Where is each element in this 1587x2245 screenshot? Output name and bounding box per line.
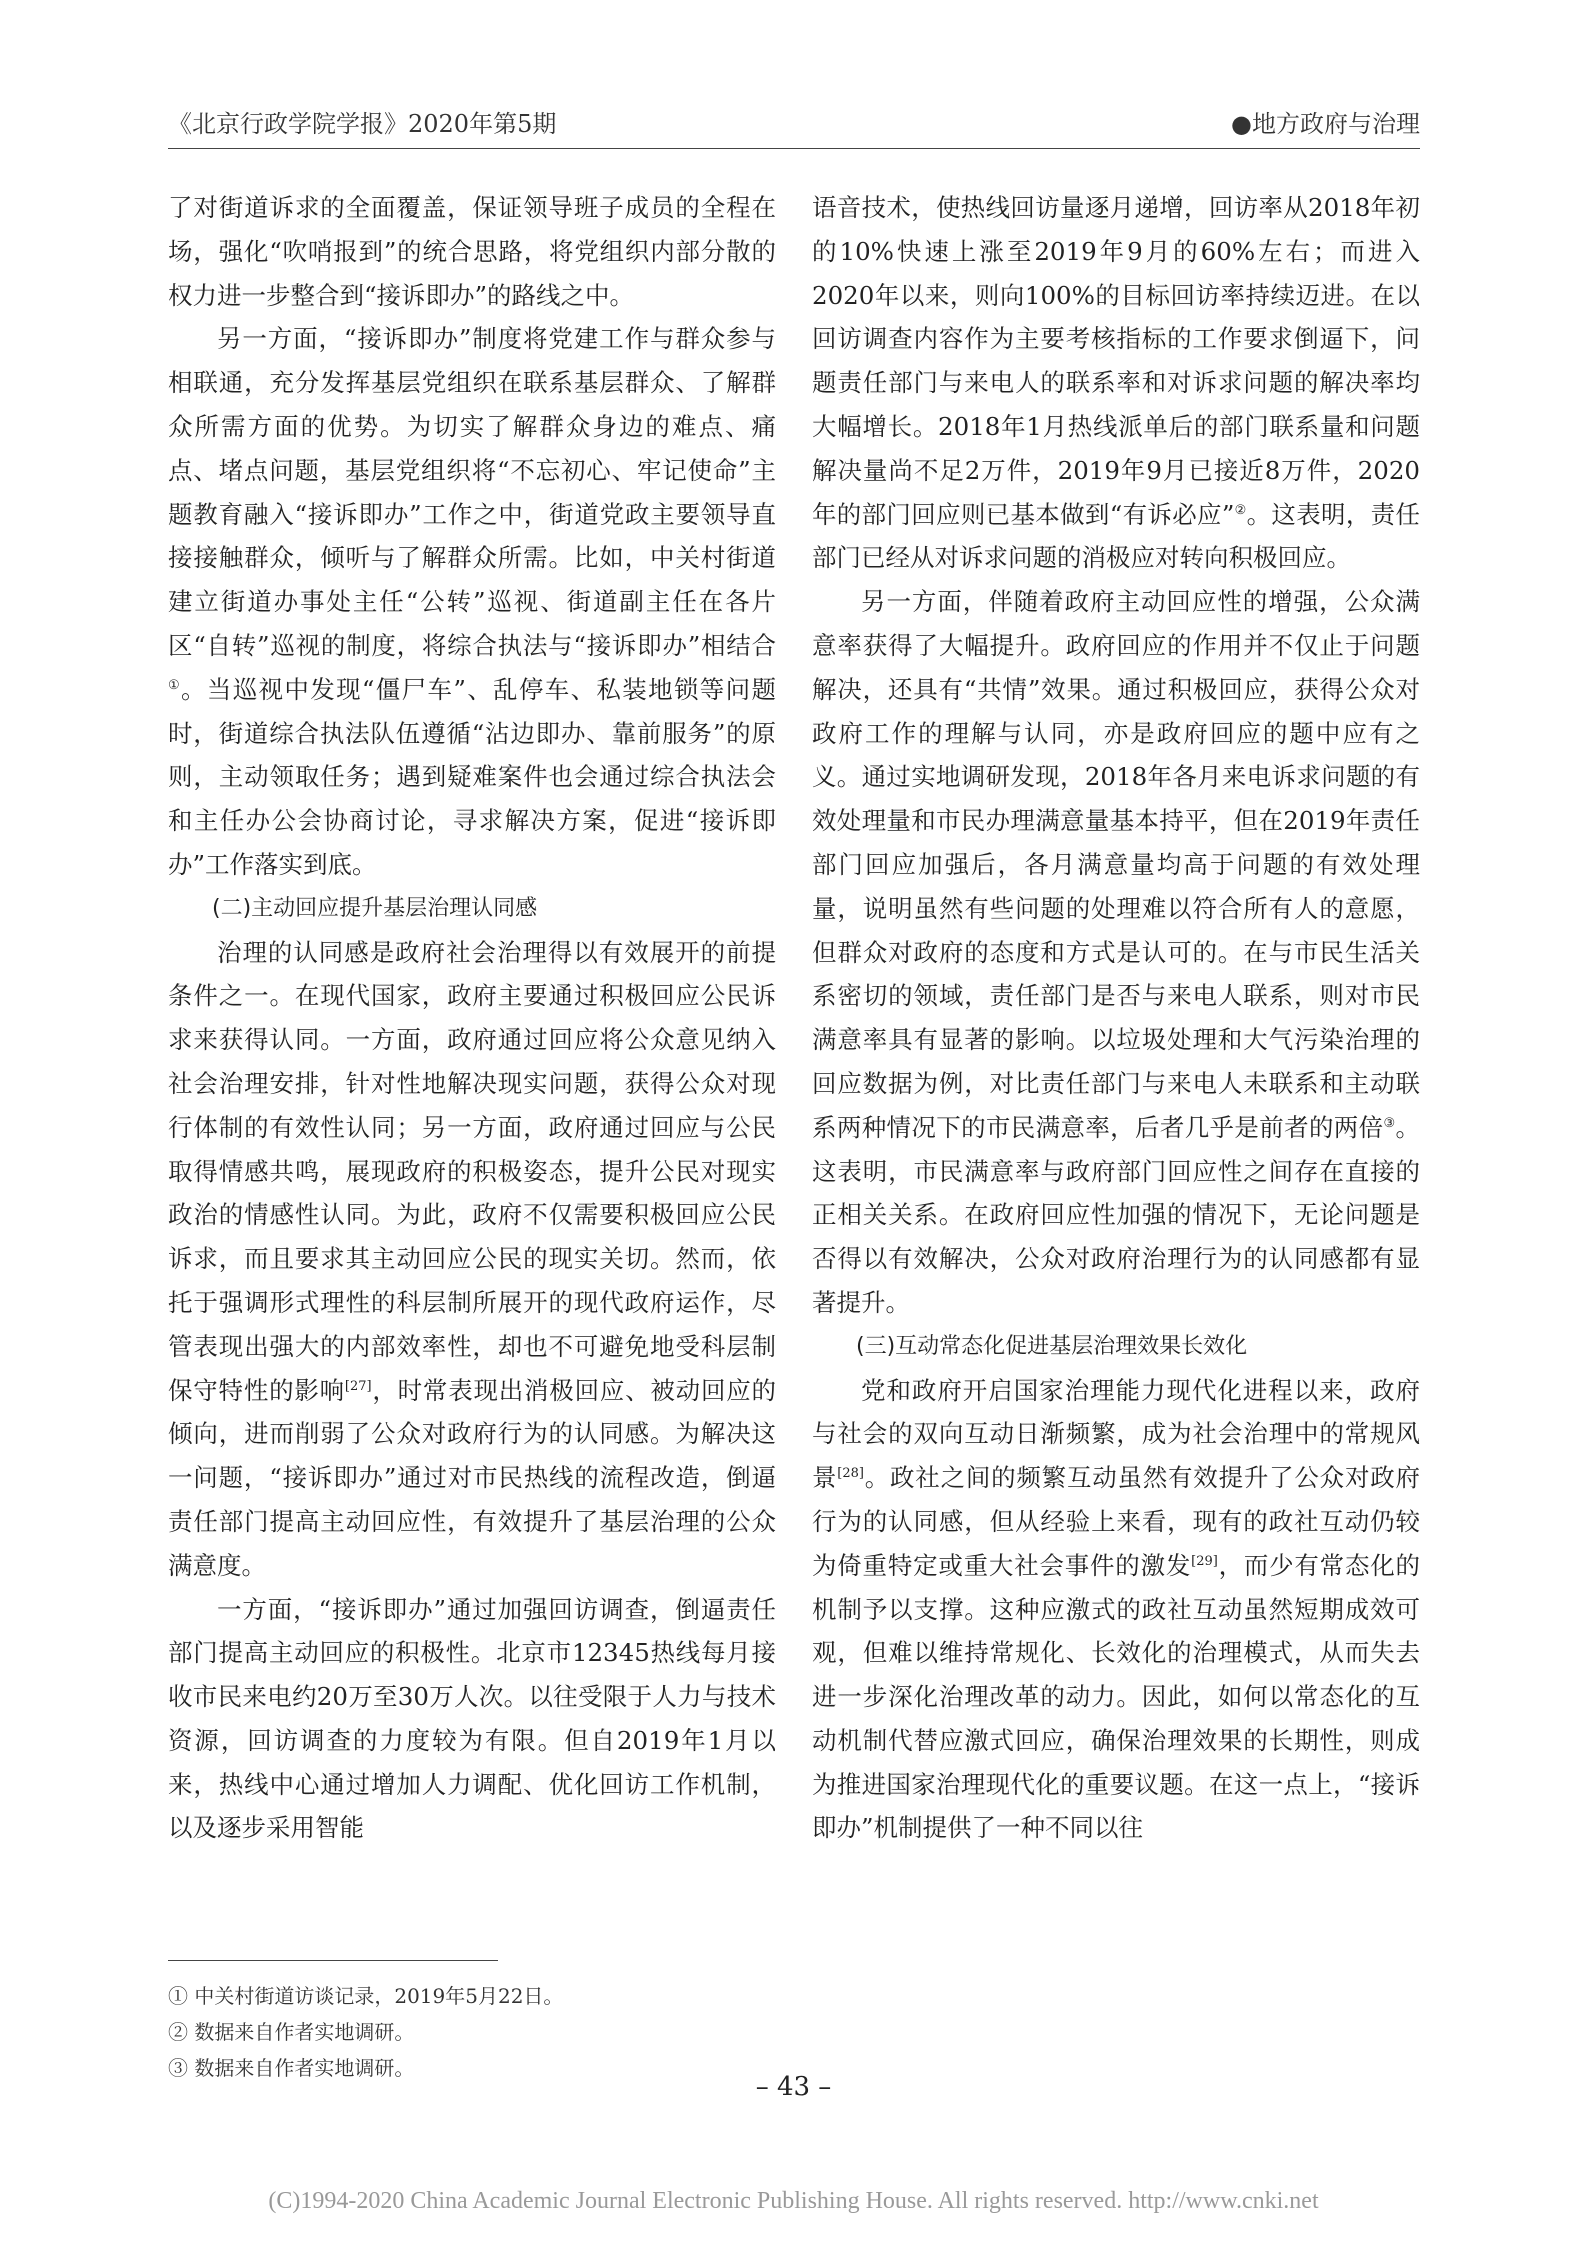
paragraph: [168, 931, 776, 1588]
footnote-marker[interactable]: ①: [168, 677, 181, 693]
left-column: [168, 186, 776, 1850]
citation-marker[interactable]: [29]: [1191, 1553, 1218, 1569]
paragraph: [168, 317, 776, 886]
paragraph-text: 。这表明，市民满意率与政府部门回应性之间存在直接的正相关关系。在政府回应性加强的情况下，无论问题是否得以有效解决，公众对政府治理行为的认同感都有显著提升。: [812, 1112, 1421, 1317]
paragraph-text: 另一方面，“接诉即办”制度将党建工作与群众参与相联通，充分发挥基层党组织在联系基层群众、了解群众所需方面的优势。为切实了解群众身边的难点、痛点、堵点问题，基层党组织将“不忘初心、牢记使命”主题教育融入“接诉即办”工作之中，街道党政主要领导直接接触群众，倾听与了解群众所需。比如，中关村街道建立街道办事处主任“公转”巡视、街道副主任在各片区“自转”巡视的制度，将综合执法与“接诉即办”相结合: [168, 324, 776, 660]
citation-marker[interactable]: [27]: [344, 1378, 372, 1394]
citation-marker[interactable]: [28]: [837, 1465, 864, 1481]
paragraph: 了对街道诉求的全面覆盖，保证领导班子成员的全程在场，强化“吹哨报到”的统合思路，将党组织内部分散的权力进一步整合到“接诉即办”的路线之中。: [168, 193, 776, 310]
journal-title: 《北京行政学院学报》2020年第5期: [168, 110, 557, 138]
paragraph: [812, 186, 1420, 580]
paragraph-text: 另一方面，伴随着政府主动回应性的增强，公众满意率获得了大幅提升。政府回应的作用并不仅止于问题解决，还具有“共情”效果。通过积极回应，获得公众对政府工作的理解与认同，亦是政府回应的题中应有之义。通过实地调研发现，2018年各月来电诉求问题的有效处理量和市民办理满意量基本持平，但在2019年责任部门回应加强后，各月满意量均高于问题的有效处理量，说明虽然有些问题的处理难以符合所有人的意愿，但群众对政府的态度和方式是认可的。在与市民生活关系密切的领域，责任部门是否与来电人联系，则对市民满意率具有显著的影响。以垃圾处理和大气污染治理的回应数据为例，对比责任部门与来电人未联系和主动联系两种情况下的市民满意率，后者几乎是前者的两倍: [812, 587, 1420, 1142]
section-subheading: (三)互动常态化促进基层治理效果长效化: [856, 1333, 1248, 1359]
footnote-marker[interactable]: ②: [1234, 502, 1247, 518]
footnote-divider: [168, 1960, 498, 1961]
footnotes: [168, 1978, 563, 2086]
running-header: [168, 104, 1420, 144]
footnote-item: ① 中关村街道访谈记录，2019年5月22日。: [168, 1984, 564, 2008]
header-divider: [168, 148, 1420, 149]
paragraph-text: 语音技术，使热线回访量逐月递增，回访率从2018年初的10%快速上涨至2019年9月的60%左右；而进入2020年以来，则向100%的目标回访率持续迈进。在以回访调查内容作为主要考核指标的工作要求倒逼下，问题责任部门与来电人的联系率和对诉求问题的解决率均大幅增长。2018年1月热线派单后的部门联系量和问题解决量尚不足2万件，2019年9月已接近8万件，2020年的部门回应则已基本做到“有诉必应”: [812, 193, 1420, 529]
paragraph-text: 。当巡视中发现“僵尸车”、乱停车、私装地锁等问题时，街道综合执法队伍遵循“沾边即办、靠前服务”的原则，主动领取任务；遇到疑难案件也会通过综合执法会和主任办公会协商讨论，寻求解决方案，促进“接诉即办”工作落实到底。: [168, 674, 776, 879]
footnote-item: ② 数据来自作者实地调研。: [168, 2020, 415, 2044]
paragraph: [812, 580, 1420, 1325]
page-number: – 43 –: [755, 2072, 832, 2102]
section-subheading: (二)主动回应提升基层治理认同感: [212, 895, 538, 921]
footnote-marker[interactable]: ③: [1383, 1115, 1396, 1131]
paragraph: [812, 1369, 1420, 1851]
right-column: [812, 186, 1420, 1850]
section-title: ●地方政府与治理: [1231, 110, 1420, 138]
paragraph: 一方面，“接诉即办”通过加强回访调查，倒逼责任部门提高主动回应的积极性。北京市12345热线每月接收市民来电约20万至30万人次。以往受限于人力与技术资源，回访调查的力度较为有限。但自2019年1月以来，热线中心通过增加人力调配、优化回访工作机制，以及逐步采用智能: [168, 1594, 776, 1843]
copyright-notice: (C)1994-2020 China Academic Journal Electronic Publishing House. All rights reserved. http://www.cnki.net: [268, 2188, 1319, 2214]
footnote-item: ③ 数据来自作者实地调研。: [168, 2056, 415, 2080]
paragraph-text: 党和政府开启国家治理能力现代化进程以来，政府与社会的双向互动日渐频繁，成为社会治理中的常规风景: [812, 1375, 1420, 1493]
paragraph-text: ，时常表现出消极回应、被动回应的倾向，进而削弱了公众对政府行为的认同感。为解决这一问题，“接诉即办”通过对市民热线的流程改造，倒逼责任部门提高主动回应性，有效提升了基层治理的公众满意度。: [168, 1375, 776, 1580]
paragraph-text: 。政社之间的频繁互动虽然有效提升了公众对政府行为的认同感，但从经验上来看，现有的政社互动仍较为倚重特定或重大社会事件的激发: [812, 1463, 1421, 1580]
paragraph-text: 。这表明，责任部门已经从对诉求问题的消极应对转向积极回应。: [812, 499, 1420, 573]
paragraph-text: 治理的认同感是政府社会治理得以有效展开的前提条件之一。在现代国家，政府主要通过积极回应公民诉求来获得认同。一方面，政府通过回应将公众意见纳入社会治理安排，针对性地解决现实问题，获得公众对现行体制的有效性认同；另一方面，政府通过回应与公民取得情感共鸣，展现政府的积极姿态，提升公民对现实政治的情感性认同。为此，政府不仅需要积极回应公民诉求，而且要求其主动回应公民的现实关切。然而，依托于强调形式理性的科层制所展开的现代政府运作，尽管表现出强大的内部效率性，却也不可避免地受科层制保守特性的影响: [168, 937, 776, 1405]
paragraph-text: ，而少有常态化的机制予以支撑。这种应激式的政社互动虽然短期成效可观，但难以维持常规化、长效化的治理模式，从而失去进一步深化治理改革的动力。因此，如何以常态化的互动机制代替应激式回应，确保治理效果的长期性，则成为推进国家治理现代化的重要议题。在这一点上，“接诉即办”机制提供了一种不同以往: [812, 1550, 1421, 1843]
